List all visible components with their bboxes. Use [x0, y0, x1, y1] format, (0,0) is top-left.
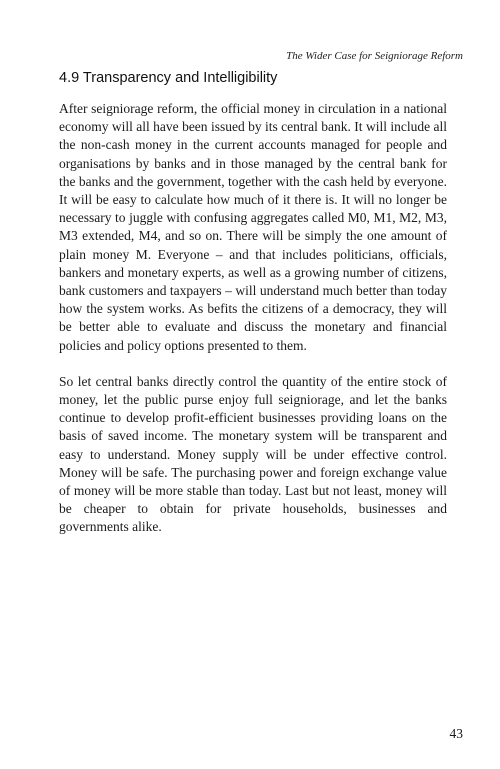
page-number: 43 — [449, 726, 463, 741]
section-heading: 4.9 Transparency and Intelligibility — [59, 70, 278, 86]
paragraph-1: After seigniorage reform, the official money in circulation in a national economy will all have been issued by its central bank. It will include all the non-cash money in the current accounts managed for people and organisations by banks and in those managed by the central bank for the banks and the government, together with the cash held by everyone. It will be easy to calculate how much of it there is. It will no longer be necessary to juggle with confusing aggregates called M0, M1, M2, M3, M3 extended, M4, and so on. There will be simply the one amount of plain money M. Everyone – and that includes politicians, officials, bankers and monetary experts, as well as a growing number of citizens, bank customers and taxpayers – will understand much better than today how the system works. As befits the citizens of a democracy, they will be better able to evaluate and discuss the monetary and financial policies and policy options presented to them. — [59, 101, 447, 353]
running-head: The Wider Case for Seigniorage Reform — [286, 50, 463, 62]
body-text — [59, 100, 447, 537]
paragraph-2: So let central banks directly control the quantity of the entire stock of money, let the public purse enjoy full seigniorage, and let the banks continue to develop profit-efficient businesses providing loans on the basis of saved income. The monetary system will be transparent and easy to understand. Money supply will be under effective control. Money will be safe. The purchasing power and foreign exchange value of money will be more stable than today. Last but not least, money will be cheaper to obtain for private households, businesses and governments alike. — [59, 373, 447, 535]
